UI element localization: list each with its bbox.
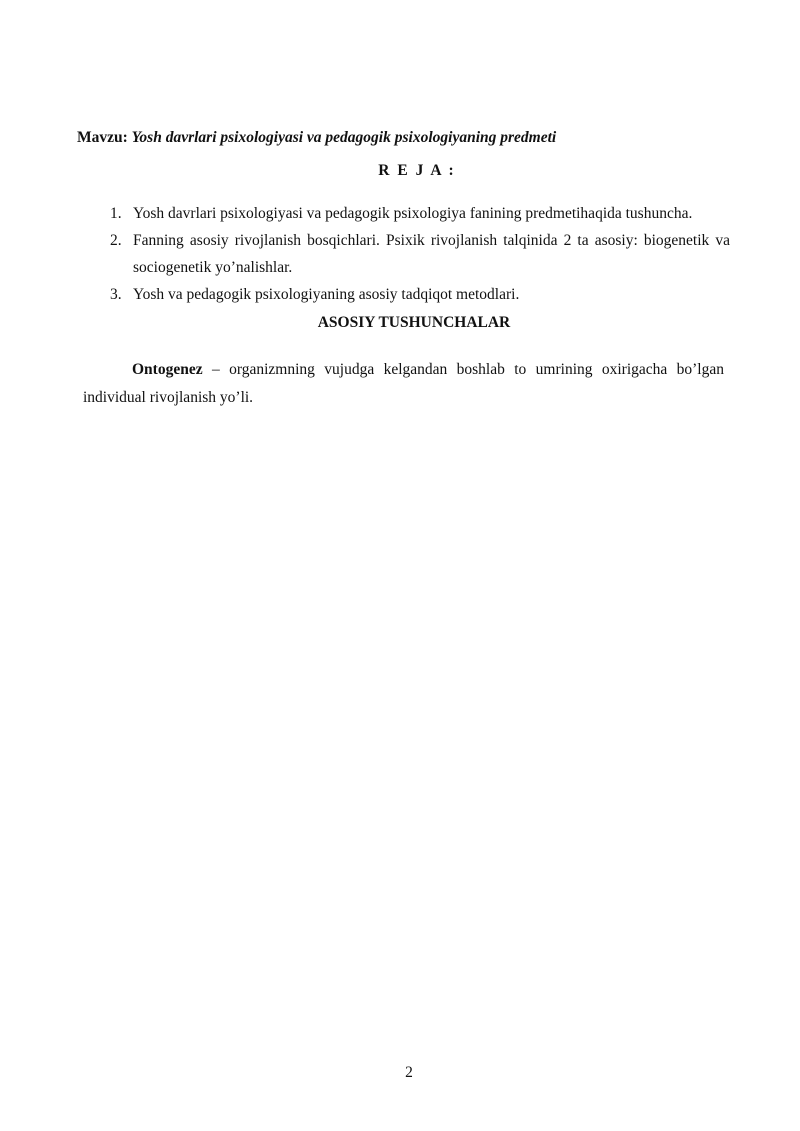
plan-item-text: Yosh va pedagogik psixologiyaning asosiy tadqiqot metodlari.: [133, 286, 520, 303]
concepts-heading: ASOSIY TUSHUNCHALAR: [317, 314, 511, 331]
plan-item: [110, 227, 730, 281]
plan-item-number: 2.: [110, 232, 122, 249]
plan-item-text: Fanning asosiy rivojlanish bosqichlari. Psixik rivojlanish talqinida 2 ta asosiy: biogenetik va sociogenetik yo’nalishlar.: [133, 232, 730, 276]
plan-item-number: 1.: [110, 205, 122, 222]
definition-text: – organizmning vujudga kelgandan boshlab to umrining oxirigacha bo’lgan individual rivojlanish yo’li.: [83, 360, 724, 406]
plan-list: [110, 200, 730, 308]
plan-item-text: Yosh davrlari psixologiyasi va pedagogik psixologiya fanining predmetihaqida tushuncha.: [133, 205, 693, 222]
topic-title: Yosh davrlari psixologiyasi va pedagogik psixologiyaning predmeti: [131, 129, 557, 146]
topic-label: Mavzu:: [77, 129, 128, 146]
plan-item: [110, 281, 730, 308]
definition-paragraph: [83, 356, 724, 412]
definition-term: Ontogenez: [132, 360, 203, 378]
topic-line: [77, 127, 556, 149]
plan-heading: R E J A :: [378, 162, 456, 179]
plan-item: [110, 200, 730, 227]
page-number: 2: [405, 1064, 413, 1081]
plan-item-number: 3.: [110, 286, 122, 303]
